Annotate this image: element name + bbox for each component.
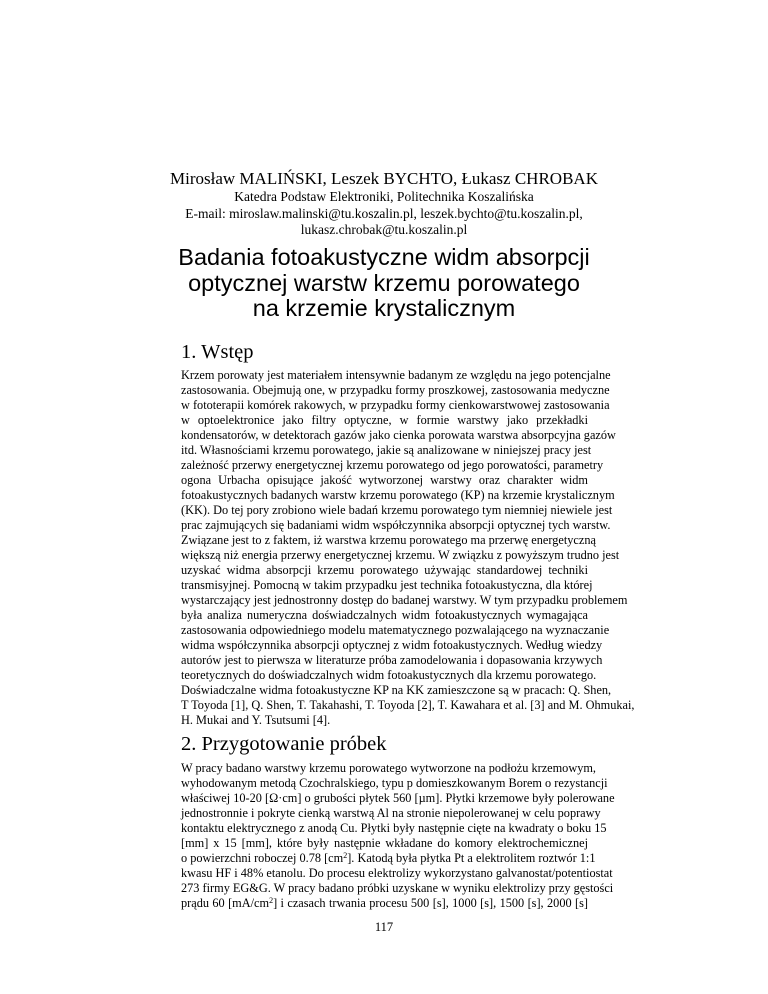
text-line: wystarczający jest jednostronny dostęp do badanej warstwy. W tym przypadku problemem [181, 593, 628, 607]
section-body-introduction [181, 368, 635, 728]
email-line-2: lukasz.chrobak@tu.koszalin.pl [300, 222, 468, 237]
text-line: transmisyjnej. Pomocną w takim przypadku jest technika fotoakustyczna, dla której [181, 578, 593, 592]
section-heading-introduction: 1. Wstęp [181, 341, 254, 363]
text-line: Krzem porowaty jest materiałem intensywnie badanym ze względu na jego potencjalne [181, 368, 611, 382]
text-line: W pracy badano warstwy krzemu porowatego wytworzone na podłożu krzemowym, [181, 761, 597, 775]
text-line: w optoelektronice jako filtry optyczne, w formie warstwy jako przekładki [181, 413, 588, 427]
paper-title [0, 245, 768, 322]
text-line: zastosowania odpowiedniego modelu matematycznego pozwalającego na wyznaczanie [181, 623, 610, 637]
text-line: jednostronnie i pokryte cienką warstwą Al na stronie niepolerowanej w celu poprawy [181, 806, 601, 820]
text-line: ogona Urbacha opisujące jakość wytworzonej warstwy oraz charakter widm [181, 473, 588, 487]
text-line: prac zajmujących się badaniami widm współczynnika absorpcji optycznej tych warstw. [181, 518, 611, 532]
affiliation: Katedra Podstaw Elektroniki, Politechnika Koszalińska [234, 189, 534, 204]
text-line: kontaktu elektrycznego z anodą Cu. Płytki były następnie cięte na kwadraty o boku 15 [181, 821, 607, 835]
text-line: kondensatorów, w detektorach gazów jako cienka porowata warstwa absorpcyjna gazów [181, 428, 616, 442]
section-heading-sample-preparation: 2. Przygotowanie próbek [181, 733, 387, 755]
text-line: uzyskać widma absorpcji krzemu porowatego używając standardowej techniki [181, 563, 588, 577]
text-line: większą niż energia przerwy energetycznej krzemu. W związku z powyższym trudno jest [181, 548, 620, 562]
section-body-sample-preparation [181, 761, 615, 911]
text-line: H. Mukai and Y. Tsutsumi [4]. [181, 713, 331, 727]
text-line: itd. Własnościami krzemu porowatego, jakie są analizowane w niniejszej pracy jest [181, 443, 592, 457]
authors: Mirosław MALIŃSKI, Leszek BYCHTO, Łukasz CHROBAK [170, 169, 598, 188]
title-line: Badania fotoakustyczne widm absorpcji [178, 244, 590, 270]
text-line: fotoakustycznych badanych warstw krzemu porowatego (KP) na krzemie krystalicznym [181, 488, 615, 502]
text-line: wyhodowanym metodą Czochralskiego, typu p domieszkowanym Borem o rezystancji [181, 776, 608, 790]
text-line: Doświadczalne widma fotoakustyczne KP na KK zamieszczone są w pracach: Q. Shen, [181, 683, 612, 697]
text-line: kwasu HF i 48% etanolu. Do procesu elektrolizy wykorzystano galvanostat/potentiostat [181, 866, 613, 880]
text-line: prądu 60 $[mA/cm^2]$ i czasach trwania procesu 500 [s], 1000 [s], 1500 [s], 2000 [s] [181, 896, 588, 910]
page-number: 117 [374, 920, 394, 934]
text-line: T Toyoda [1], Q. Shen, T. Takahashi, T. Toyoda [2], T. Kawahara et al. [3] and M. Ohmukai, [181, 698, 635, 712]
text-line: [mm] x 15 [mm], które były następnie wkładane do komory elektrochemicznej [181, 836, 588, 850]
email-line-1: E-mail: miroslaw.malinski@tu.koszalin.pl, leszek.bychto@tu.koszalin.pl, [185, 205, 583, 221]
title-line: na krzemie krystalicznym [252, 295, 516, 321]
text-line: (KK). Do tej pory zrobiono wiele badań krzemu porowatego tym niemniej niewiele jest [181, 503, 613, 517]
text-line: widma współczynnika absorpcji optycznej z widm fotoakustycznych. Według wiedzy [181, 638, 603, 652]
text-line: w fototerapii komórek rakowych, w przypadku formy cienkowarstwowej zastosowania [181, 398, 610, 412]
text-line: Związane jest to z faktem, iż warstwa krzemu porowatego ma przerwę energetyczną [181, 533, 596, 547]
text-line: autorów jest to pierwsza w literaturze próba zamodelowania i dopasowania krzywych [181, 653, 603, 667]
text-line: teoretycznych do doświadczalnych widm fotoakustycznych dla krzemu porowatego. [181, 668, 597, 682]
text-line: zastosowania. Obejmują one, w przypadku formy proszkowej, zastosowania medyczne [181, 383, 610, 397]
author-block [0, 168, 768, 239]
text-line: zależność przerwy energetycznej krzemu porowatego od jego porowatości, parametry [181, 458, 604, 472]
text-line: właściwej 10-20 [Ω·cm] o grubości płytek 560 [µm]. Płytki krzemowe były polerowane [181, 791, 615, 805]
text-line: 273 firmy EG&G. W pracy badano próbki uzyskane w wyniku elektrolizy przy gęstości [181, 881, 614, 895]
text-line: o powierzchni roboczej 0.78 $[cm^2]$. Katodą była płytka Pt a elektrolitem roztwór 1:1 [181, 851, 596, 865]
text-line: była analiza numeryczna doświadczalnych widm fotoakustycznych wymagająca [181, 608, 588, 622]
title-line: optycznej warstw krzemu porowatego [188, 269, 580, 296]
